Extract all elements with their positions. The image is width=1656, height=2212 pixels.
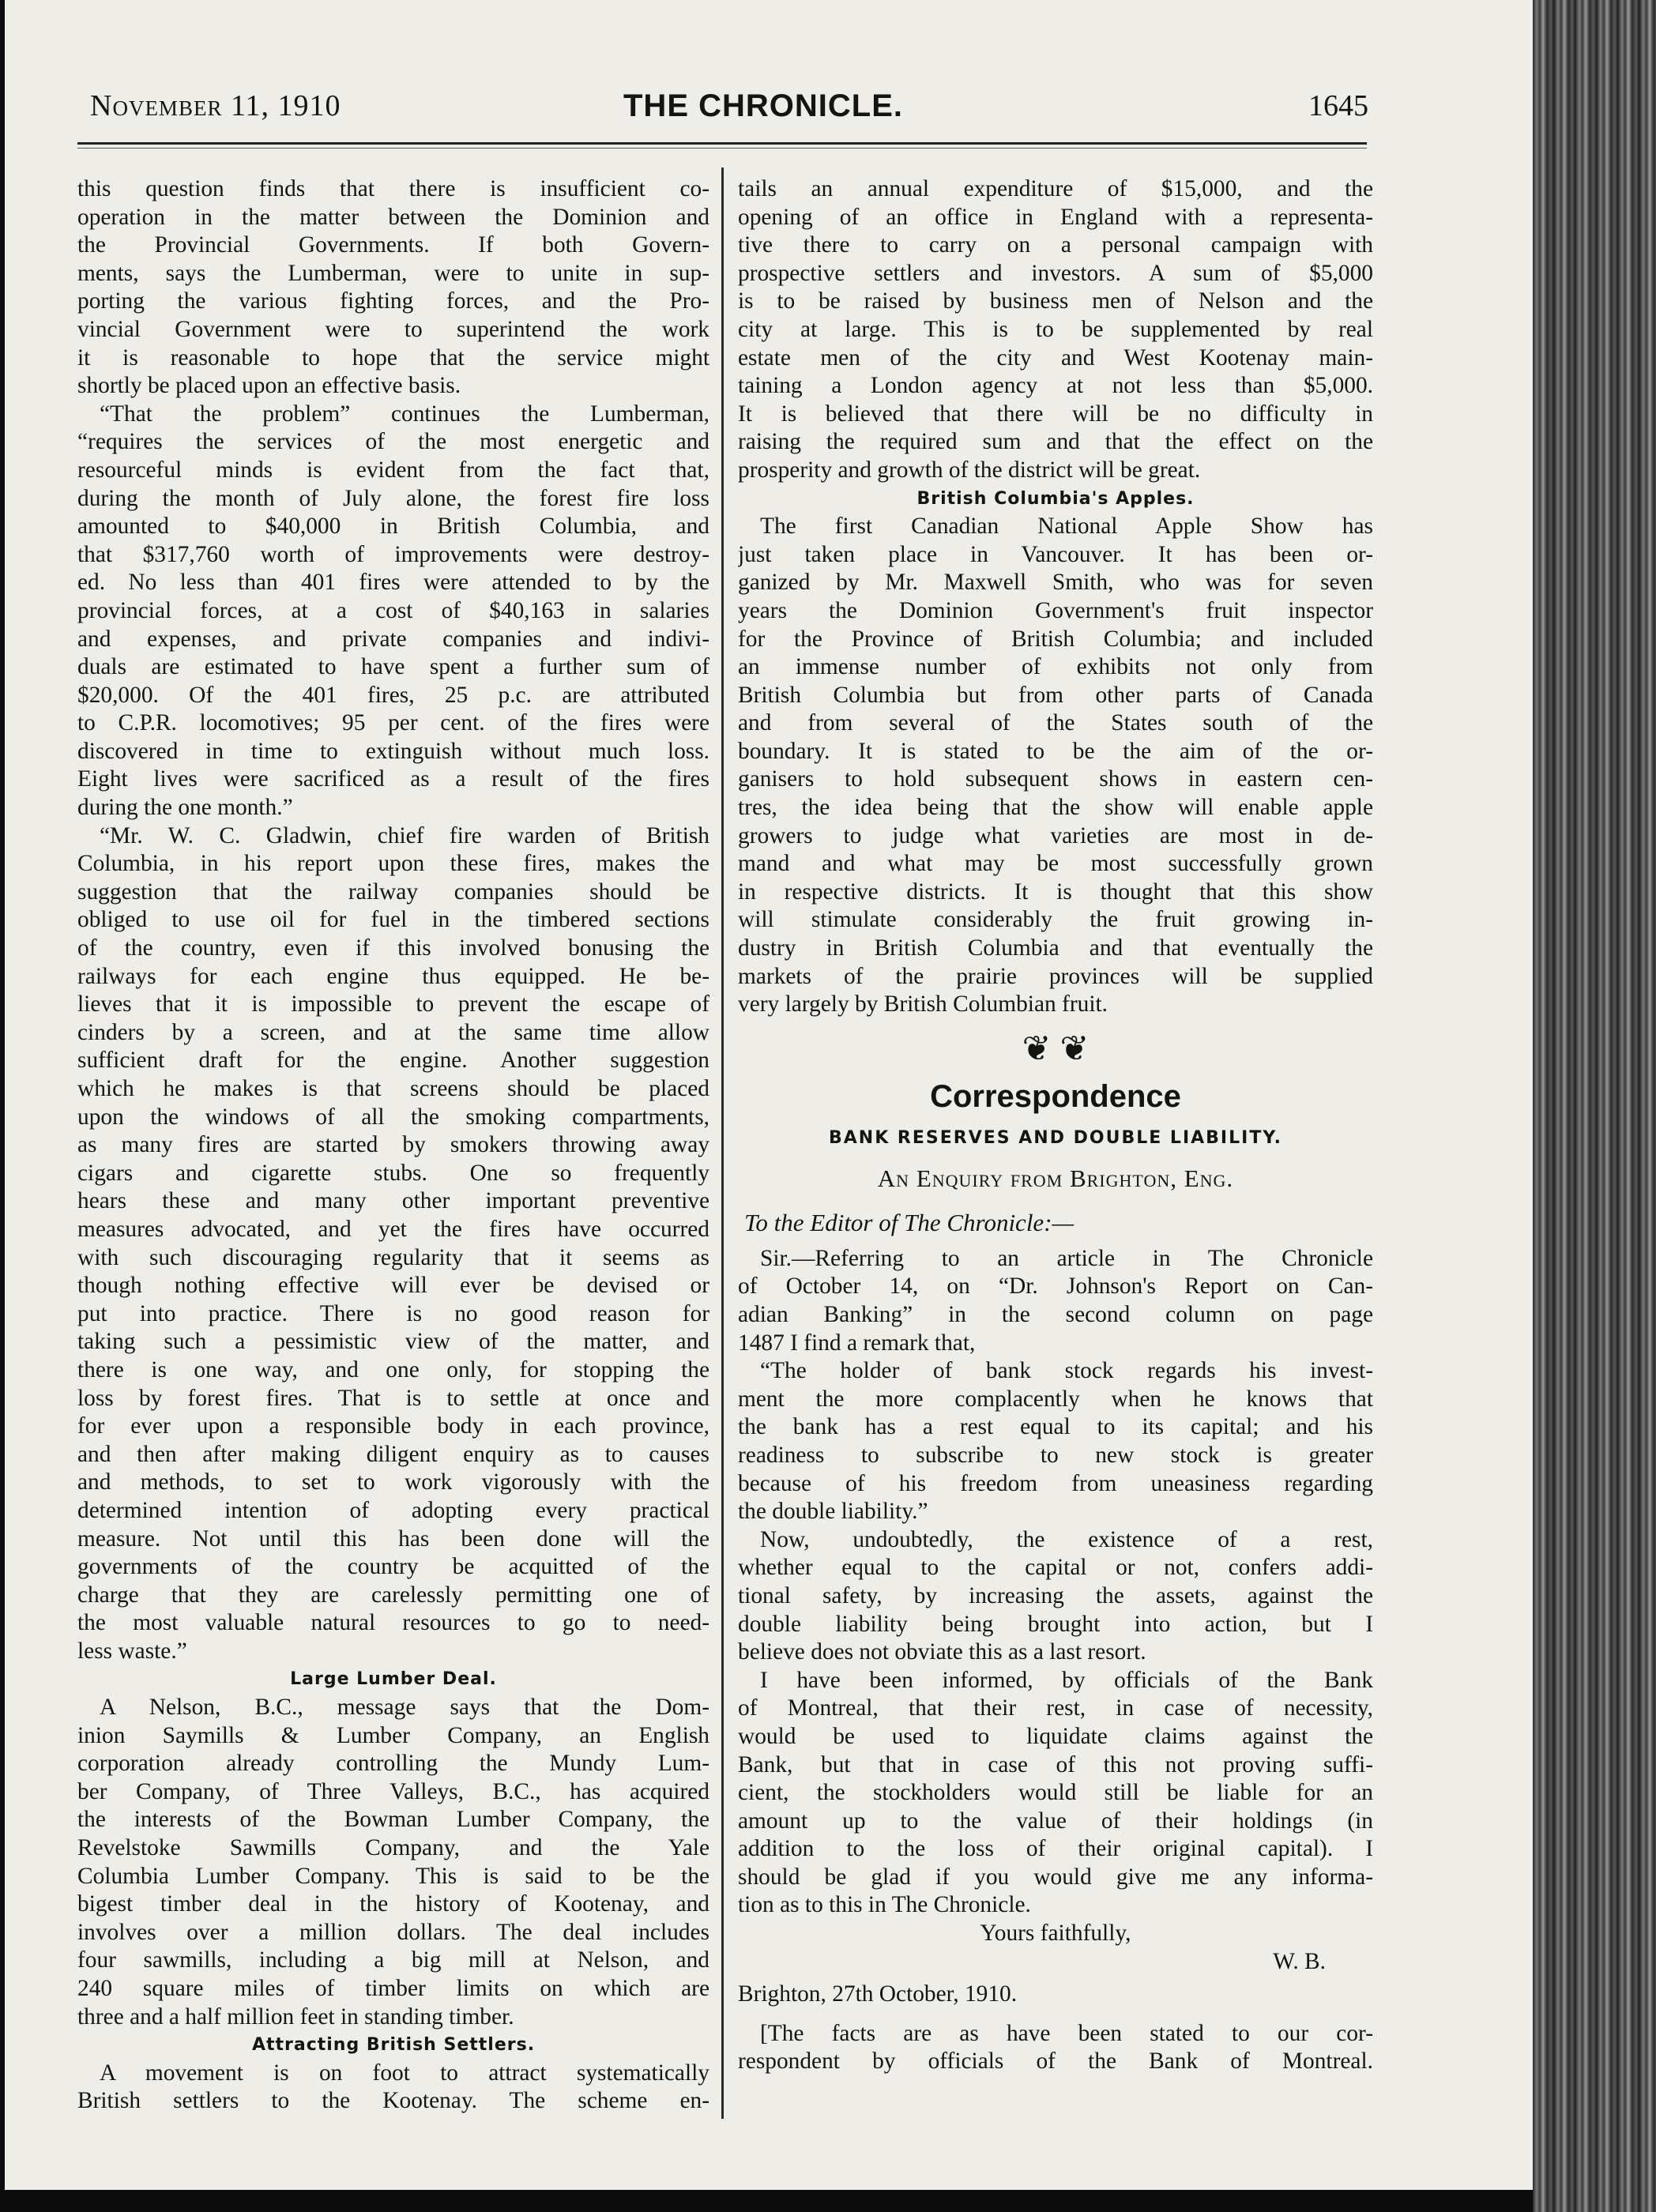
paragraph	[77, 2060, 709, 2116]
text-line: the most valuable natural resources to go to need-	[77, 1610, 709, 1636]
paragraph	[738, 1667, 1373, 1920]
book-spine	[1533, 0, 1656, 2212]
text-line: tive there to carry on a personal campaign with	[738, 232, 1373, 258]
text-line: years the Dominion Government's fruit inspector	[738, 597, 1373, 623]
text-line: vincial Government were to superintend the work	[77, 316, 709, 342]
text-line: markets of the prairie provinces will be supplied	[738, 963, 1373, 989]
text-line: 1487 I find a remark that,	[738, 1330, 976, 1356]
publication-title: THE CHRONICLE.	[623, 88, 903, 123]
text-line: “Mr. W. C. Gladwin, chief fire warden of British	[100, 822, 709, 848]
text-line: measure. Not until this has been done will the	[77, 1525, 709, 1552]
paragraph	[77, 1694, 709, 2031]
text-line: ed. No less than 401 fires were attended to by the	[77, 570, 709, 596]
text-line: hears these and many other important preventive	[77, 1188, 709, 1214]
text-line: sufficient draft for the engine. Another suggestion	[77, 1048, 709, 1074]
text-line: addition to the loss of their original capital). I	[738, 1836, 1373, 1862]
paragraph	[738, 1245, 1373, 1357]
text-line: cigars and cigarette stubs. One so frequently	[77, 1160, 709, 1186]
letter-heading: An Enquiry from Brighton, Eng.	[877, 1164, 1234, 1192]
text-line: Eight lives were sacrificed as a result of the fires	[77, 766, 709, 792]
text-line: the interests of the Bowman Lumber Company, the	[77, 1807, 709, 1833]
text-line: ganisers to hold subsequent shows in eastern cen-	[738, 766, 1373, 792]
letter-closing: Yours faithfully,	[980, 1920, 1131, 1947]
text-line: four sawmills, including a big mill at Nelson, and	[77, 1947, 709, 1973]
page-bottom-edge	[0, 2190, 1533, 2212]
text-line: of Montreal, that their rest, in case of necessity,	[738, 1695, 1373, 1721]
text-line: ment the more complacently when he knows that	[738, 1386, 1373, 1412]
text-line: governments of the country be acquitted of the	[77, 1554, 709, 1580]
text-line: in respective districts. It is thought that this show	[738, 878, 1373, 905]
text-line: taking such a pessimistic view of the matter, and	[77, 1329, 709, 1355]
text-line: I have been informed, by officials of the Bank	[760, 1667, 1373, 1693]
text-line: the bank has a rest equal to its capital; and his	[738, 1414, 1373, 1440]
text-line: $20,000. Of the 401 fires, 25 p.c. are attributed	[77, 682, 709, 708]
text-line: Sir.—Referring to an article in The Chronicle	[760, 1245, 1373, 1271]
page-number: 1645	[1308, 89, 1368, 122]
text-line: respondent by officials of the Bank of Montreal.	[738, 2048, 1373, 2075]
text-line: during the month of July alone, the forest fire loss	[77, 485, 709, 511]
text-line: growers to judge what varieties are most in de-	[738, 822, 1373, 848]
paragraph	[738, 1357, 1373, 1526]
text-line: tional safety, by increasing the assets, against the	[738, 1582, 1373, 1608]
text-line: boundary. It is stated to be the aim of the or-	[738, 738, 1373, 764]
paragraph	[77, 401, 709, 822]
section-heading: British Columbia's Apples.	[916, 488, 1195, 509]
header-rule	[77, 142, 1367, 145]
text-line: will stimulate considerably the fruit growing in-	[738, 907, 1373, 933]
text-line: for ever upon a responsible body in each province,	[77, 1413, 709, 1439]
text-line: mand and what may be most successfully grown	[738, 851, 1373, 877]
text-line: “The holder of bank stock regards his invest-	[760, 1358, 1373, 1384]
text-line: A movement is on foot to attract systematically	[100, 2060, 709, 2086]
text-line: and methods, to set to work vigorously with the	[77, 1469, 709, 1495]
text-line: of the country, even if this involved bonusing the	[77, 935, 709, 961]
text-line: should be glad if you would give me any informa-	[738, 1864, 1373, 1890]
text-line: for the Province of British Columbia; and included	[738, 626, 1373, 652]
text-line: estate men of the city and West Kootenay main-	[738, 344, 1373, 371]
text-line: double liability being brought into action, but I	[738, 1611, 1373, 1637]
paragraph	[738, 1526, 1373, 1667]
text-line: Columbia, in his report upon these fires, makes the	[77, 851, 709, 877]
text-line: whether equal to the capital or not, confers addi-	[738, 1555, 1373, 1581]
text-line: provincial forces, at a cost of $40,163 in salaries	[77, 597, 709, 623]
text-line: though nothing effective will ever be devised or	[77, 1273, 709, 1299]
text-line: duals are estimated to have spent a further sum of	[77, 654, 709, 680]
text-line: 240 square miles of timber limits on which are	[77, 1976, 709, 2001]
text-line: prosperity and growth of the district will be great.	[738, 457, 1201, 483]
text-line: ber Company, of Three Valleys, B.C., has acquired	[77, 1778, 709, 1804]
text-line: corporation already controlling the Mundy Lum-	[77, 1751, 709, 1777]
newspaper-page	[5, 0, 1533, 2190]
text-line: is to be raised by business men of Nelson and the	[738, 288, 1373, 314]
issue-date: November 11, 1910	[90, 89, 341, 122]
letter-dateline: Brighton, 27th October, 1910.	[738, 1981, 1018, 2007]
text-line: Now, undoubtedly, the existence of a rest,	[760, 1526, 1373, 1552]
text-line: and from several of the States south of the	[738, 710, 1373, 736]
text-line: suggestion that the railway companies should be	[77, 878, 709, 905]
text-line: because of his freedom from uneasiness regarding	[738, 1470, 1373, 1496]
text-line: with such discouraging regularity that it seems as	[77, 1244, 709, 1270]
text-line: measures advocated, and yet the fires have occurred	[77, 1216, 709, 1242]
text-line: city at large. This is to be supplemented by real	[738, 316, 1373, 342]
text-line: Bank, but that in case of this not proving suffi-	[738, 1751, 1373, 1778]
text-line: railways for each engine thus equipped. He be-	[77, 963, 709, 989]
letter-signature: W. B.	[1273, 1948, 1326, 1974]
text-line: put into practice. There is no good reason for	[77, 1300, 709, 1326]
text-line: an immense number of exhibits not only from	[738, 654, 1373, 680]
text-line: tails an annual expenditure of $15,000, and the	[738, 176, 1373, 201]
text-line: It is believed that there will be no difficulty in	[738, 401, 1373, 427]
paragraph	[77, 822, 709, 1666]
text-line: determined intention of adopting every practical	[77, 1497, 709, 1523]
text-line: British Columbia but from other parts of Canada	[738, 682, 1373, 708]
text-line: inion Saymills & Lumber Company, an English	[77, 1722, 709, 1748]
text-line: readiness to subscribe to new stock is greater	[738, 1442, 1373, 1468]
text-line: taining a London agency at not less than $5,000.	[738, 373, 1373, 399]
text-line: The first Canadian National Apple Show has	[760, 514, 1373, 540]
section-title: Correspondence	[930, 1078, 1181, 1114]
right-column	[738, 175, 1373, 2076]
text-line: amount up to the value of their holdings (in	[738, 1808, 1373, 1834]
paragraph	[738, 175, 1373, 485]
text-line: shortly be placed upon an effective basis.	[77, 373, 461, 399]
text-line: resourceful minds is evident from the fact that,	[77, 457, 709, 483]
text-line: loss by forest fires. That is to settle at once and	[77, 1385, 709, 1411]
column-divider	[721, 167, 724, 2119]
text-line: three and a half million feet in standing timber.	[77, 2003, 514, 2030]
left-column	[77, 175, 709, 2116]
text-line: raising the required sum and that the effect on the	[738, 429, 1373, 455]
text-line: less waste.”	[77, 1638, 187, 1664]
text-line: “requires the services of the most energetic and	[77, 429, 709, 455]
text-line: involves over a million dollars. The deal includes	[77, 1919, 709, 1945]
text-line: to C.P.R. locomotives; 95 per cent. of the fires were	[77, 710, 709, 736]
ornament-glyph: ❦ ❦	[1022, 1029, 1090, 1068]
text-line: very largely by British Columbian fruit.	[738, 991, 1108, 1018]
text-line: prospective settlers and investors. A sum of $5,000	[738, 260, 1373, 286]
text-line: it is reasonable to hope that the service might	[77, 344, 709, 371]
paragraph	[77, 175, 709, 401]
text-line: British settlers to the Kootenay. The scheme en-	[77, 2088, 709, 2114]
text-line: as many fires are started by smokers throwing away	[77, 1132, 709, 1158]
text-line: opening of an office in England with a representa-	[738, 204, 1373, 230]
text-line: and expenses, and private companies and indivi-	[77, 626, 709, 652]
text-line: Revelstoke Sawmills Company, and the Yale	[77, 1835, 709, 1861]
text-line: and then after making diligent enquiry as to causes	[77, 1441, 709, 1467]
text-line: there is one way, and one only, for stopping the	[77, 1356, 709, 1382]
text-line: charge that they are carelessly permitting one of	[77, 1582, 709, 1608]
section-heading: Attracting British Settlers.	[251, 2035, 536, 2056]
text-line: upon the windows of all the smoking compartments,	[77, 1104, 709, 1130]
text-line: dustry in British Columbia and that eventually the	[738, 935, 1373, 961]
text-line: just taken place in Vancouver. It has been or-	[738, 541, 1373, 567]
text-line: bigest timber deal in the history of Kootenay, and	[77, 1891, 709, 1917]
paragraph	[738, 2020, 1373, 2076]
section-heading: Large Lumber Deal.	[290, 1669, 497, 1690]
text-line: of October 14, on “Dr. Johnson's Report on Can-	[738, 1273, 1373, 1300]
text-line: porting the various fighting forces, and the Pro-	[77, 288, 709, 314]
text-line: “That the problem” continues the Lumberman,	[100, 401, 709, 427]
text-line: tres, the idea being that the show will enable apple	[738, 795, 1373, 821]
text-line: believe does not obviate this as a last resort.	[738, 1639, 1146, 1665]
text-line: this question finds that there is insufficient co-	[77, 176, 709, 201]
paragraph	[738, 513, 1373, 1019]
text-line: the Provincial Governments. If both Govern-	[77, 232, 709, 258]
text-line: discovered in time to extinguish without much loss.	[77, 738, 709, 764]
letter-salutation: To the Editor of The Chronicle:—	[744, 1208, 1075, 1236]
header-rule-thin	[77, 148, 1367, 149]
text-line: cinders by a screen, and at the same time allow	[77, 1019, 709, 1045]
text-line: tion as to this in The Chronicle.	[738, 1892, 1031, 1918]
text-line: would be used to liquidate claims against the	[738, 1723, 1373, 1749]
text-line: A Nelson, B.C., message says that the Dom-	[100, 1695, 709, 1721]
text-line: that $317,760 worth of improvements were destroy-	[77, 541, 709, 567]
text-line: adian Banking” in the second column on page	[738, 1302, 1373, 1327]
text-line: obliged to use oil for fuel in the timbered sections	[77, 907, 709, 933]
text-line: operation in the matter between the Dominion and	[77, 204, 709, 230]
text-line: amounted to $40,000 in British Columbia, and	[77, 514, 709, 540]
text-line: Columbia Lumber Company. This is said to be the	[77, 1863, 709, 1889]
text-line: the double liability.”	[738, 1499, 928, 1525]
text-line: cient, the stockholders would still be liable for an	[738, 1780, 1373, 1806]
text-line: during the one month.”	[77, 795, 293, 821]
text-line: ments, says the Lumberman, were to unite in sup-	[77, 260, 709, 286]
text-line: lieves that it is impossible to prevent the escape of	[77, 991, 709, 1018]
text-line: [The facts are as have been stated to our cor-	[760, 2020, 1373, 2046]
text-line: ganized by Mr. Maxwell Smith, who was for seven	[738, 570, 1373, 596]
text-line: which he makes is that screens should be placed	[77, 1076, 709, 1101]
section-subtitle: BANK RESERVES AND DOUBLE LIABILITY.	[829, 1127, 1282, 1148]
